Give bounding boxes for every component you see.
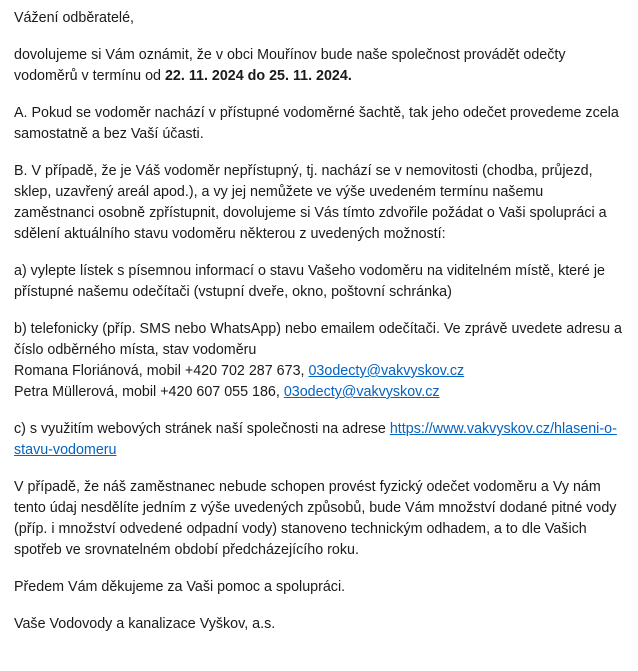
paragraph-method-a-note-on-door	[14, 261, 622, 303]
paragraph-option-a-accessible-meter	[14, 103, 622, 145]
letter-body	[14, 8, 622, 635]
text-run: Romana Floriánová, mobil +420 702 287 673,	[14, 363, 309, 379]
email-link-romana[interactable]: 03odecty@vakvyskov.cz	[308, 363, 465, 379]
text-run: b) telefonicky (příp. SMS nebo WhatsApp) nebo emailem odečítači. Ve zprávě uvedete adresu a číslo odběrného místa, stav vodoměru	[14, 321, 622, 358]
text-run: dovolujeme si Vám oznámit, že v obci Mouřínov bude naše společnost provádět odečty vodoměrů v termínu od	[14, 47, 566, 84]
paragraph-method-b-phone-email	[14, 319, 622, 403]
text-run: Petra Müllerová, mobil +420 607 055 186,	[14, 384, 284, 400]
text-run: V případě, že náš zaměstnanec nebude schopen provést fyzický odečet vodoměru a Vy nám tento údaj nesdělíte jedním z výše uvedených způsobů, bude Vám množství dodané pitné vody (příp. i množství odvedené odpadní vody) stanoveno technickým odhadem, a to dle Vašich spotřeb ve srovnatelném období předcházejícího roku.	[14, 479, 617, 558]
paragraph-option-b-inaccessible-meter	[14, 161, 622, 245]
text-run: A. Pokud se vodoměr nachází v přístupné vodoměrné šachtě, tak jeho odečet provedeme zcela samostatně a bez Vaší účasti.	[14, 105, 619, 142]
text-run: a) vylepte lístek s písemnou informací o stavu Vašeho vodoměru na viditelném místě, které je přístupné našemu odečítači (vstupní dveře, okno, poštovní schránka)	[14, 263, 605, 300]
text-run: Předem Vám děkujeme za Vaši pomoc a spolupráci.	[14, 579, 346, 595]
paragraph-signature	[14, 614, 622, 635]
text-run: Vážení odběratelé,	[14, 10, 135, 26]
paragraph-salutation	[14, 8, 622, 29]
paragraph-thank-you	[14, 577, 622, 598]
paragraph-method-c-website	[14, 419, 622, 461]
website-link-status-report[interactable]: https://www.vakvyskov.cz/hlaseni-o-stavu-vodomeru	[14, 421, 617, 458]
text-run: B. V případě, že je Váš vodoměr nepřístupný, tj. nachází se v nemovitosti (chodba, průjezd, sklep, uzavřený areál apod.), a vy jej nemůžete ve výše uvedeném termínu našemu zaměstnanci osobně zpřístupnit, dovolujeme si Vás tímto zdvořile požádat o Vaši spolupráci a sdělení aktuálního stavu vodoměru některou z uvedených možností:	[14, 163, 607, 242]
text-run: c) s využitím webových stránek naší společnosti na adrese	[14, 421, 390, 437]
text-run: 22. 11. 2024 do 25. 11. 2024.	[164, 68, 352, 84]
paragraph-technical-estimate-notice	[14, 477, 622, 561]
paragraph-announcement	[14, 45, 622, 87]
email-link-petra[interactable]: 03odecty@vakvyskov.cz	[283, 384, 440, 400]
text-run: Vaše Vodovody a kanalizace Vyškov, a.s.	[14, 616, 276, 632]
